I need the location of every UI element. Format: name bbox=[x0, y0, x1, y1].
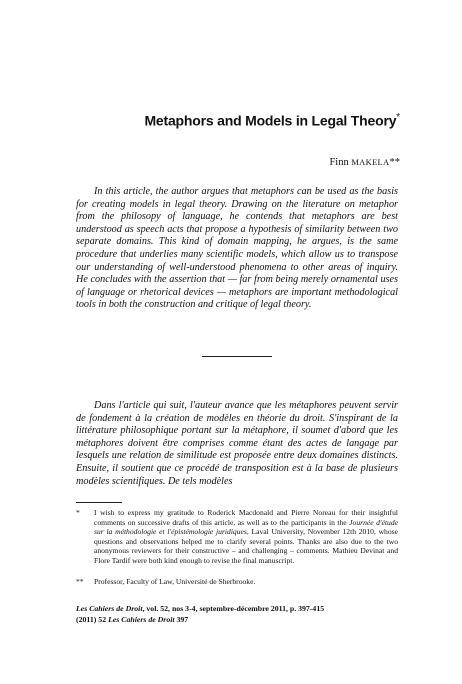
author-first-name: Finn bbox=[329, 157, 352, 168]
journal-issue-info: , vol. 52, nos 3-4, septembre-décembre 2011, p. 397-415 bbox=[142, 604, 325, 613]
author-last-name: MAKELA bbox=[351, 157, 390, 167]
author-footnote-mark: ** bbox=[389, 157, 400, 168]
footnote-1-text-a: I wish to express my gratitude to Roderick Macdonald and Pierre Noreau for their insightful comments on successive drafts of this article, as well as to the participants in the bbox=[94, 508, 398, 527]
citation-volume: (2011) 52 bbox=[76, 615, 109, 624]
footnote-2-text: Professor, Faculty of Law, Université de Sherbrooke. bbox=[94, 577, 256, 586]
footnote-separator bbox=[76, 502, 122, 503]
footnote-1-text bbox=[94, 508, 398, 566]
footnote-1 bbox=[76, 508, 398, 566]
abstract-french: Dans l'article qui suit, l'auteur avance que les métaphores peuvent servir de fondement à la création de modèles en théorie du droit. S'inspirant de la littérature philosophique portant sur la métaphore, il soumet d'abord que les métaphores doivent être comprises comme étant des actes de langage par lesquels une relation de similitude est proposée entre deux domaines distincts. Ensuite, il soutient que ce procédé de transposition est à la base de plusieurs modèles scientifiques. De tels modèles bbox=[76, 400, 398, 487]
abstract-english: In this article, the author argues that metaphors can be used as the basis for creating models in legal theory. Drawing on the literature on metaphor from the philosopy of language, he contends that metaphors are best understood as speech acts that propose a hypothesis of similarity between two separate domains. This kind of domain mapping, he argues, is the same procedure that underlies many scientific models, which allow us to transpose our understanding of well-understood phenomena to other areas of inquiry. He concludes with the assertion that — far from being merely ornamental uses of language or rhetorical devices — metaphors are important methodological tools in both the construction and critique of legal theory. bbox=[76, 186, 398, 311]
journal-citation-line-2 bbox=[76, 615, 406, 624]
journal-name-2: Les Cahiers de Droit bbox=[108, 615, 175, 624]
footnote-2 bbox=[76, 577, 398, 587]
footnote-1-mark: * bbox=[76, 508, 80, 517]
author-line bbox=[60, 157, 400, 168]
footnote-1-text-b: , Laval University, November 12th 2010, whose questions and observations helped me to clarify several points. Thanks are also due to the two anonymous reviewers for their constructive – and challenging – comments. Mathieu Devinat and Flore Tardif were both kind enough to revise the final manuscript. bbox=[94, 527, 398, 565]
footnote-1-event-name: Journée d'étude sur la méthodologie et l'épistémologie juridiques bbox=[94, 517, 398, 537]
title-footnote-mark: * bbox=[396, 112, 400, 123]
article-title bbox=[60, 112, 400, 129]
journal-name: Les Cahiers de Droit bbox=[76, 604, 143, 613]
article-title-text: Metaphors and Models in Legal Theory bbox=[144, 112, 397, 129]
page-number: 397 bbox=[174, 615, 189, 624]
footnote-2-mark: ** bbox=[76, 577, 84, 586]
journal-citation-line-1 bbox=[76, 604, 406, 613]
section-divider bbox=[202, 356, 272, 357]
